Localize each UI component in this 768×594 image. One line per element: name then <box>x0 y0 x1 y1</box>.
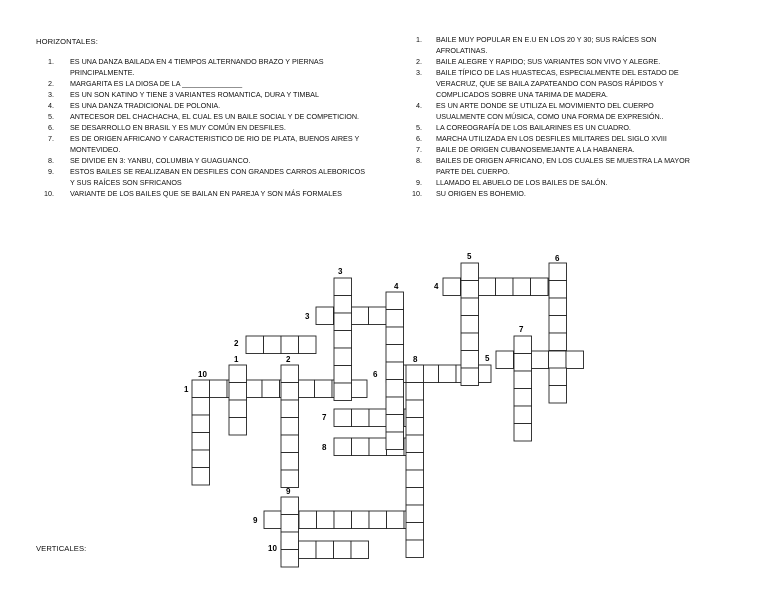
grid-cell[interactable] <box>192 450 210 468</box>
grid-cell[interactable] <box>281 515 299 533</box>
clue-number: 3. <box>416 68 422 77</box>
grid-cell[interactable] <box>334 331 352 349</box>
clue-number: 5. <box>48 112 54 121</box>
grid-cell[interactable] <box>406 523 424 541</box>
grid-cell[interactable] <box>334 366 352 384</box>
grid-cell[interactable] <box>352 438 370 456</box>
grid-cell[interactable] <box>281 400 299 418</box>
clue-number: 4. <box>48 101 54 110</box>
clue-number: 5. <box>416 123 422 132</box>
grid-cell[interactable] <box>406 383 424 401</box>
grid-cell[interactable] <box>192 415 210 433</box>
grid-cell[interactable] <box>229 400 247 418</box>
clue-text: BAILE TÍPICO DE LAS HUASTECAS, ESPECIALMENTE DEL ESTADO DE VERACRUZ, QUE SE BAILA ZAPATEANDO CON PASOS RÁPIDOS Y COMPLICADOS SOBRE UNA TARIMA DE MADERA. <box>436 68 679 99</box>
grid-cell[interactable] <box>514 424 532 442</box>
grid-cell[interactable] <box>245 380 263 398</box>
grid-cell[interactable] <box>334 278 352 296</box>
clue-number: 9. <box>416 178 422 187</box>
clue-text: BAILE DE ORIGEN CUBANOSEMEJANTE A LA HABANERA. <box>436 145 635 154</box>
clue-text: MARGARITA ES LA DIOSA DE LA _______________ <box>70 79 243 88</box>
grid-cell[interactable] <box>386 397 404 415</box>
clue-number: 8. <box>48 156 54 165</box>
grid-cell[interactable] <box>192 380 210 398</box>
clue-text: SE DESARROLLO EN BRASIL Y ES MUY COMÚN EN DESFILES. <box>70 123 286 132</box>
clue-text: SU ORIGEN ES BOHEMIO. <box>436 189 526 198</box>
grid-cell[interactable] <box>281 550 299 568</box>
down-5-number: 5 <box>467 252 472 261</box>
clue-number: 8. <box>416 156 422 165</box>
down-4-number: 4 <box>394 282 399 291</box>
down-1-number: 1 <box>234 355 239 364</box>
grid-cell[interactable] <box>317 511 335 529</box>
clue-text: LLAMADO EL ABUELO DE LOS BAILES DE SALÓN. <box>436 178 608 187</box>
down-9-number: 9 <box>286 487 291 496</box>
grid-cell[interactable] <box>566 351 584 369</box>
grid-cell[interactable] <box>281 497 299 515</box>
grid-cell[interactable] <box>549 316 567 334</box>
grid-cell[interactable] <box>352 409 370 427</box>
grid-cell[interactable] <box>192 398 210 416</box>
grid-cell[interactable] <box>281 418 299 436</box>
clue-number: 2. <box>48 79 54 88</box>
grid-cell[interactable] <box>531 351 549 369</box>
grid-cell[interactable] <box>299 511 317 529</box>
clue-number: 3. <box>48 90 54 99</box>
grid-cell[interactable] <box>478 278 496 296</box>
grid-cell[interactable] <box>513 278 531 296</box>
grid-cell[interactable] <box>351 307 369 325</box>
grid-cell[interactable] <box>334 409 352 427</box>
grid-cell[interactable] <box>369 307 387 325</box>
clue-text: SE DIVIDE EN 3: YANBU, COLUMBIA Y GUAGUANCO. <box>70 156 251 165</box>
clue-text: ES UN ARTE DONDE SE UTILIZA EL MOVIMIENTO DEL CUERPO USUALMENTE CON MÚSICA, COMO UNA FORMA DE EXPRESIÓN.. <box>436 101 664 121</box>
grid-cell[interactable] <box>334 438 352 456</box>
clue-number: 9. <box>48 167 54 176</box>
clue-number: 7. <box>48 134 54 143</box>
clue-text: ES UNA DANZA TRADICIONAL DE POLONIA. <box>70 101 221 110</box>
grid-cell[interactable] <box>531 278 549 296</box>
grid-cell[interactable] <box>264 511 282 529</box>
down-8-number: 8 <box>413 355 418 364</box>
grid-cell[interactable] <box>369 511 387 529</box>
grid-cell[interactable] <box>406 453 424 471</box>
grid-cell[interactable] <box>386 415 404 433</box>
grid-cell[interactable] <box>297 380 315 398</box>
clue-text: LA COREOGRAFÍA DE LOS BAILARINES ES UN CUADRO. <box>436 123 631 132</box>
grid-cell[interactable] <box>334 511 352 529</box>
grid-cell[interactable] <box>406 540 424 558</box>
grid-cell[interactable] <box>514 389 532 407</box>
grid-cell[interactable] <box>549 351 567 369</box>
down-2-number: 2 <box>286 355 291 364</box>
grid-cell[interactable] <box>350 380 368 398</box>
grid-cell[interactable] <box>281 383 299 401</box>
grid-cell[interactable] <box>514 354 532 372</box>
grid-cell[interactable] <box>334 296 352 314</box>
grid-cell[interactable] <box>461 333 479 351</box>
grid-cell[interactable] <box>439 365 457 383</box>
clue-text: BAILE ALEGRE Y RAPIDO; SUS VARIANTES SON VIVO Y ALEGRE. <box>436 57 661 66</box>
across-10-number: 10 <box>268 544 277 553</box>
grid-cell[interactable] <box>369 438 387 456</box>
grid-cell[interactable] <box>461 298 479 316</box>
grid-cell[interactable] <box>315 380 333 398</box>
down-3-number: 3 <box>338 267 343 276</box>
grid-cell[interactable] <box>299 541 317 559</box>
grid-cell[interactable] <box>192 433 210 451</box>
across-7-number: 7 <box>322 413 327 422</box>
grid-cell[interactable] <box>549 298 567 316</box>
grid-cell[interactable] <box>387 511 405 529</box>
grid-cell[interactable] <box>549 263 567 281</box>
clue-number: 4. <box>416 101 422 110</box>
grid-cell[interactable] <box>496 351 514 369</box>
grid-cell[interactable] <box>496 278 514 296</box>
clue-number: 10. <box>44 189 54 198</box>
grid-cell[interactable] <box>406 505 424 523</box>
grid-cell[interactable] <box>386 432 404 450</box>
grid-cell[interactable] <box>281 453 299 471</box>
down-7-number: 7 <box>519 325 524 334</box>
grid-cell[interactable] <box>406 435 424 453</box>
grid-cell[interactable] <box>229 418 247 436</box>
down-10-number: 10 <box>198 370 207 379</box>
grid-cell[interactable] <box>443 278 461 296</box>
grid-cell[interactable] <box>549 281 567 299</box>
across-8-number: 8 <box>322 443 327 452</box>
down-heading: VERTICALES: <box>36 544 87 553</box>
grid-cell[interactable] <box>246 336 264 354</box>
grid-cell[interactable] <box>229 383 247 401</box>
clue-text: ES UNA DANZA BAILADA EN 4 TIEMPOS ALTERNANDO BRAZO Y PIERNAS PRINCIPALMENTE. <box>70 57 324 77</box>
grid-cell[interactable] <box>406 488 424 506</box>
clue-number: 7. <box>416 145 422 154</box>
grid-cell[interactable] <box>386 345 404 363</box>
grid-cell[interactable] <box>514 406 532 424</box>
clue-text: ESTOS BAILES SE REALIZABAN EN DESFILES CON GRANDES CARROS ALEBORICOS Y SUS RAÍCES SON SFRICANOS <box>70 167 366 187</box>
across-5-number: 5 <box>485 354 490 363</box>
clue-number: 1. <box>416 35 422 44</box>
grid-cell[interactable] <box>406 400 424 418</box>
clue-number: 10. <box>412 189 422 198</box>
across-3-number: 3 <box>305 312 310 321</box>
across-4-number: 4 <box>434 282 439 291</box>
grid-cell[interactable] <box>281 365 299 383</box>
grid-cell[interactable] <box>262 380 280 398</box>
grid-cell[interactable] <box>334 348 352 366</box>
grid-cell[interactable] <box>281 435 299 453</box>
grid-cell[interactable] <box>299 336 317 354</box>
grid-cell[interactable] <box>461 368 479 386</box>
grid-cell[interactable] <box>229 365 247 383</box>
grid-cell[interactable] <box>369 409 387 427</box>
clue-number: 2. <box>416 57 422 66</box>
across-6-number: 6 <box>373 370 378 379</box>
grid-cell[interactable] <box>316 541 334 559</box>
grid-cell[interactable] <box>461 351 479 369</box>
grid-cell[interactable] <box>461 316 479 334</box>
grid-cell[interactable] <box>406 418 424 436</box>
grid-cell[interactable] <box>549 333 567 351</box>
grid-cell[interactable] <box>351 541 369 559</box>
grid-cell[interactable] <box>386 327 404 345</box>
grid-cell[interactable] <box>281 470 299 488</box>
clue-number: 6. <box>416 134 422 143</box>
grid-cell[interactable] <box>192 468 210 486</box>
grid-cell[interactable] <box>514 336 532 354</box>
grid-cell[interactable] <box>406 470 424 488</box>
clue-text: BAILES DE ORIGEN AFRICANO, EN LOS CUALES SE MUESTRA LA MAYOR PARTE DEL CUERPO. <box>436 156 690 176</box>
clue-text: ANTECESOR DEL CHACHACHA, EL CUAL ES UN BAILE SOCIAL Y DE COMPETICION. <box>70 112 360 121</box>
grid-cell[interactable] <box>334 313 352 331</box>
grid-cell[interactable] <box>386 310 404 328</box>
across-2-number: 2 <box>234 339 239 348</box>
grid-cell[interactable] <box>210 380 228 398</box>
grid-cell[interactable] <box>549 368 567 386</box>
grid-cell[interactable] <box>461 281 479 299</box>
clue-text: VARIANTE DE LOS BAILES QUE SE BAILAN EN PAREJA Y SON MÁS FORMALES <box>70 189 342 198</box>
grid-cell[interactable] <box>334 383 352 401</box>
grid-cell[interactable] <box>514 371 532 389</box>
clue-number: 1. <box>48 57 54 66</box>
clue-text: BAILE MUY POPULAR EN E.U EN LOS 20 Y 30; SUS RAÍCES SON AFROLATINAS. <box>436 35 657 55</box>
clue-text: ES UN SON KATINO Y TIENE 3 VARIANTES ROMANTICA, DURA Y TIMBAL <box>70 90 319 99</box>
grid-cell[interactable] <box>406 365 424 383</box>
grid-cell[interactable] <box>334 541 352 559</box>
grid-cell[interactable] <box>549 386 567 404</box>
grid-cell[interactable] <box>386 292 404 310</box>
grid-cell[interactable] <box>461 263 479 281</box>
grid-cell[interactable] <box>386 362 404 380</box>
clue-text: MARCHA UTILIZADA EN LOS DESFILES MILITARES DEL SIGLO XVIII <box>436 134 667 143</box>
grid-cell[interactable] <box>316 307 334 325</box>
down-6-number: 6 <box>555 254 560 263</box>
grid-cell[interactable] <box>281 336 299 354</box>
clue-text: ES DE ORIGEN AFRICANO Y CARACTERISTICO DE RIO DE PLATA, BUENOS AIRES Y MONTEVIDEO. <box>70 134 360 154</box>
grid-cell[interactable] <box>264 336 282 354</box>
across-heading: HORIZONTALES: <box>36 37 98 46</box>
clue-number: 6. <box>48 123 54 132</box>
across-1-number: 1 <box>184 385 189 394</box>
across-9-number: 9 <box>253 516 258 525</box>
grid-cell[interactable] <box>386 380 404 398</box>
grid-cell[interactable] <box>281 532 299 550</box>
grid-cell[interactable] <box>352 511 370 529</box>
